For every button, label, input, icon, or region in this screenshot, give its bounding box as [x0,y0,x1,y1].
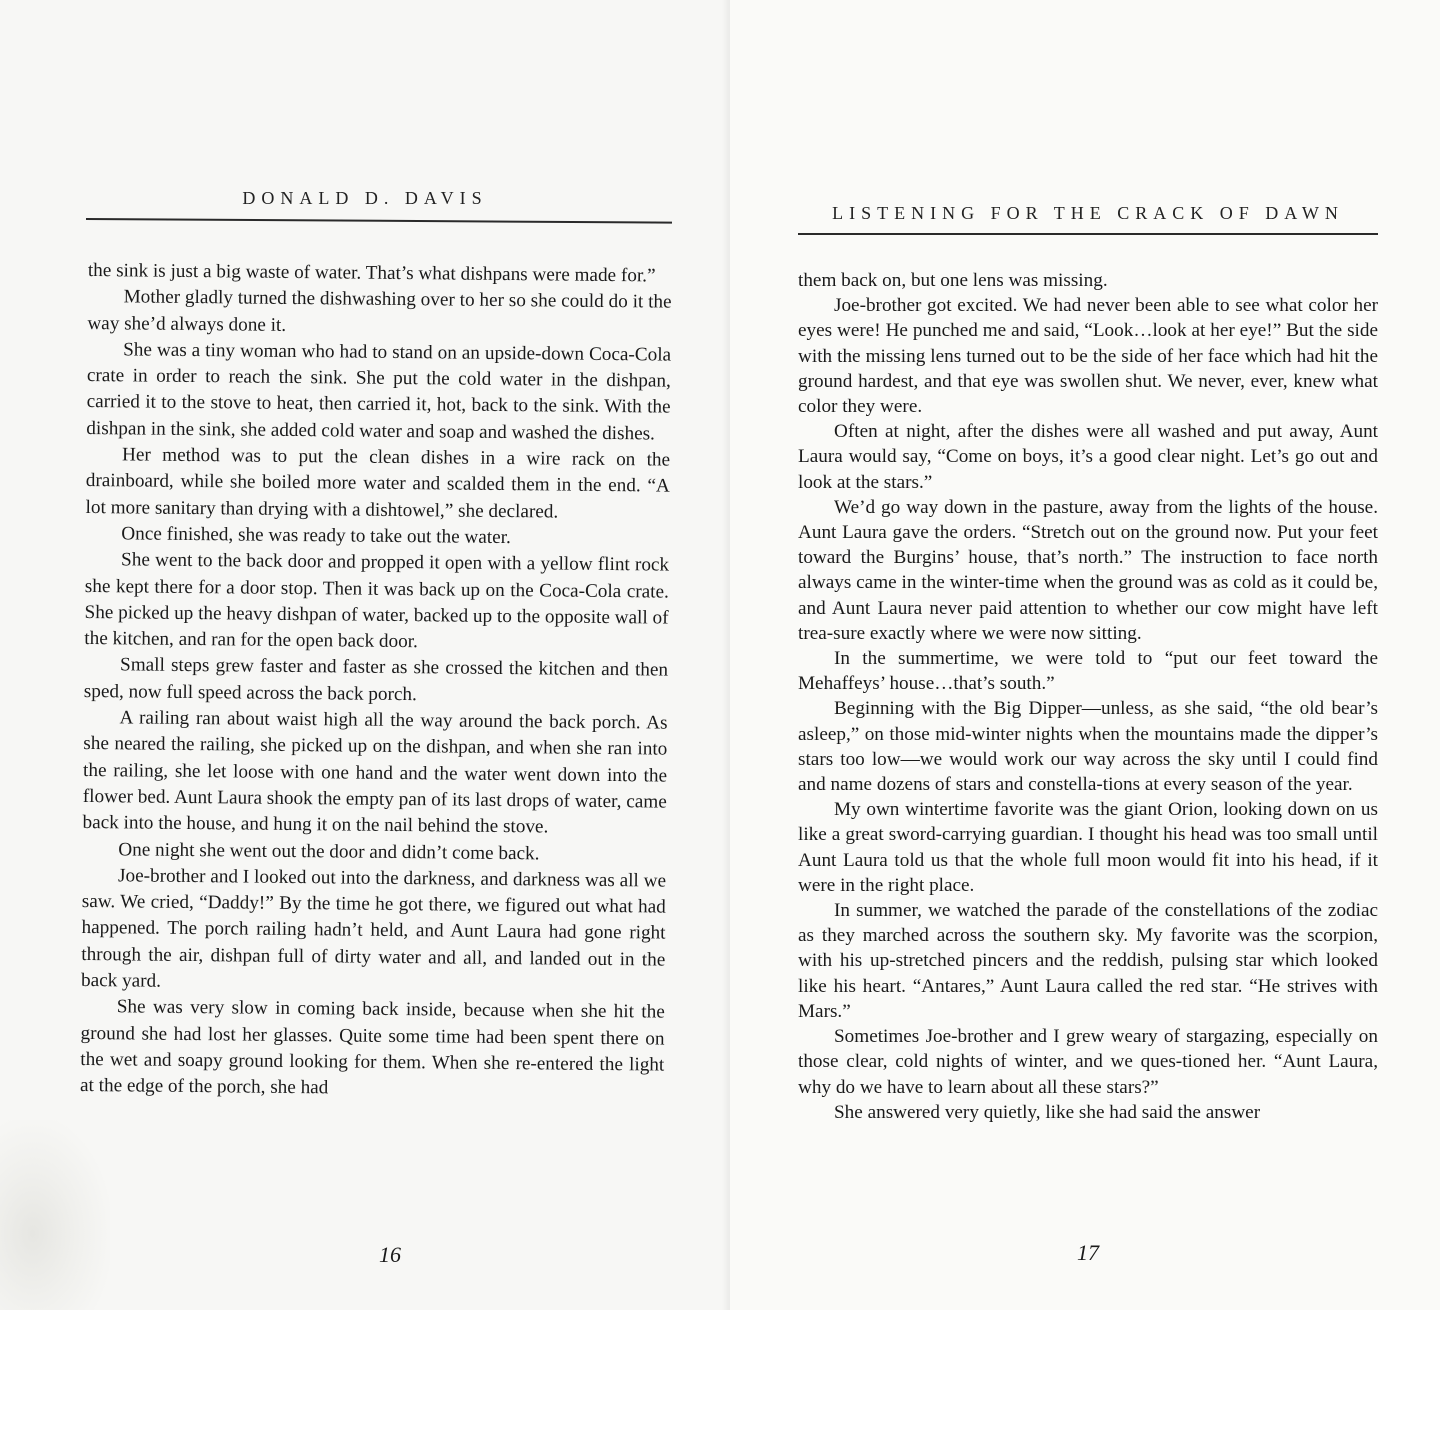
paragraph: She answered very quietly, like she had said the answer [834,1101,1261,1123]
header-rule [798,233,1378,235]
paragraph: Beginning with the Big Dipper—unless, as she said, “the old bear’s asleep,” on those mid-winter nights when the mountains made the dipper’s stars too low—we would work our way across the sky until I could find and name dozens of stars and constella-tions at every season of the year. [798,698,1378,796]
paragraph: Once finished, she was ready to take out the water. [121,523,511,549]
paragraph: In summer, we watched the parade of the constellations of the zodiac as they marched across the southern sky. My favorite was the scorpion, with his up-stretched pincers and the reddish, pulsing star which looked like his heart. “Antares,” Aunt Laura called the red star. “He strives with Mars.” [798,900,1378,1022]
paragraph: Joe-brother and I looked out into the darkness, and darkness was all we saw. We cried, “Daddy!” By the time he got there, we figured out what had happened. The porch railing hadn’t held, and Aunt Laura had gone right through the air, dishpan full of dirty water and all, and landed out in the back yard. [80,865,667,992]
paragraph: She was very slow in coming back inside, because when she hit the ground she had lost her glasses. Quite some time had been spent there on the wet and soapy ground looking for them. When she re-entered the light at the edge of the porch, she had [79,996,665,1099]
paragraph: One night she went out the door and didn’t come back. [118,838,540,864]
paragraph: We’d go way down in the pasture, away from the lights of the house. Aunt Laura gave the orders. “Stretch out on the ground now. Put your feet toward the Burgins’ house, that’s north.” The instruction to face north always came in the winter-time when the ground was as cold as it could be, and Aunt Laura never paid attention to whether our cow might have left trea-sure exactly where we were now sitting. [798,496,1378,644]
right-page-body [798,268,1378,1125]
paragraph: Small steps grew faster and faster as she crossed the kitchen and then sped, now full speed across the back porch. [83,654,669,705]
left-page-body [80,258,672,1105]
page-number: 16 [379,1242,401,1267]
running-head-author: DONALD D. DAVIS [242,188,488,208]
paragraph: She went to the back door and propped it open with a yellow flint rock she kept there for a door stop. Then it was back up on the Coca-Cola crate. She picked up the heavy dishpan of water, backed up to the opposite wall of the kitchen, and ran for the open back door. [84,549,670,653]
paragraph: In the summertime, we were told to “put our feet toward the Mehaffeys’ house…that’s south.” [798,648,1378,695]
paragraph: She was a tiny woman who had to stand on an upside-down Coca-Cola crate in order to reach the sink. She put the cold water in the dishpan, carried it to the stove to heat, then carried it, hot, back to the sink. With the dishpan in the sink, she added cold water and soap and washed the dishes. [86,339,672,445]
header-rule [86,218,672,224]
paragraph: Mother gladly turned the dishwashing over to her so she could do it the way she’d always done it. [87,286,672,336]
running-head-title: LISTENING FOR THE CRACK OF DAWN [832,203,1344,223]
left-page [0,0,730,1310]
paragraph: Joe-brother got excited. We had never been able to see what color her eyes were! He punched me and said, “Look…look at her eye!” But the side with the missing lens turned out to be the side of her face which had hit the ground hardest, and that eye was swollen shut. We never, ever, knew what color they were. [798,295,1378,418]
thumb-shadow [0,1120,110,1310]
paragraph: My own wintertime favorite was the giant Orion, looking down on us like a great sword-carrying guardian. I thought his head was too small until Aunt Laura told us that the whole full moon would fit into his head, if it were in the right place. [798,799,1378,896]
paragraph: Often at night, after the dishes were all washed and put away, Aunt Laura would say, “Come on boys, it’s a good clear night. Let’s go out and look at the stars.” [798,421,1378,493]
paragraph: the sink is just a big waste of water. That’s what dishpans were made for.” [87,259,656,287]
page-number: 17 [1077,1240,1099,1265]
paragraph: Her method was to put the clean dishes in a wire rack on the drainboard, while she boiled more water and scalded them in the end. “A lot more sanitary than drying with a dishtowel,” she declared. [85,444,671,523]
paragraph: Sometimes Joe-brother and I grew weary of stargazing, especially on those clear, cold nights of winter, and we ques-tioned her. “Aunt Laura, why do we have to learn about all these stars?” [798,1026,1378,1098]
paragraph: A railing ran about waist high all the way around the back porch. As she neared the railing, she picked up on the dishpan, and when she ran into the railing, she let loose with one hand and the water went down into the flower bed. Aunt Laura shook the empty pan of its last drops of water, came back into the house, and hung it on the nail behind the stove. [82,707,668,838]
paragraph: them back on, but one lens was missing. [798,270,1108,291]
right-page [730,0,1440,1310]
